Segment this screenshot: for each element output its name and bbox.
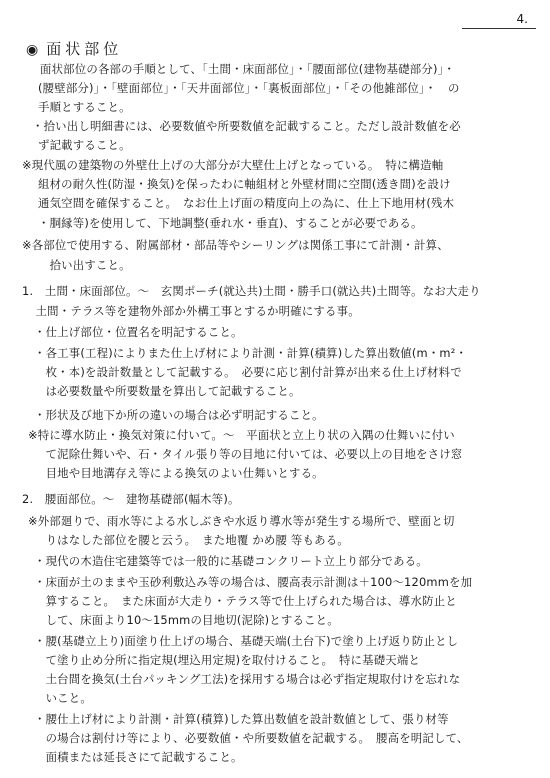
- text-line: 算すること。 また床面が大走り・テラス等で仕上げられた場合は、導水防止と: [34, 594, 457, 608]
- text-line: ・床面が土のままや玉砂利敷込み等の場合は、腰高表示計測は＋100〜120mmを加: [34, 575, 473, 589]
- section-heading: 2. 腰面部位。〜 建物基礎部(幅木等)。: [22, 492, 240, 506]
- text-line: は必要数量や所要数量を算出して記載すること。: [34, 384, 301, 398]
- text-line: 組材の耐久性(防湿・換気)を保ったわに軸組材と外壁材間に空間(透き間)を設け: [38, 177, 451, 191]
- text-line: 拾い出すこと。: [38, 258, 131, 272]
- text-line: ※特に導水防止・換気対策に付いて。〜 平面状と立上り状の入隅の仕舞いに付い: [28, 428, 455, 442]
- page-number: 4.: [516, 12, 528, 26]
- section-title: [26, 38, 122, 59]
- text-line: ・各工事(工程)によりまた仕上げ材により計測・計算(積算)した算出数値(m・m²・: [34, 346, 468, 360]
- text-line: ※現代風の建築物の外壁仕上げの大部分が大壁仕上げとなっている。 特に構造軸: [22, 158, 444, 172]
- text-line: ・形状及び地下か所の違いの場合は必ず明記すること。: [34, 408, 324, 422]
- text-line: ・胴縁等)を使用して、下地調整(垂れ水・垂直)、することが必要である。: [38, 216, 423, 230]
- page-number-rule: [462, 28, 536, 29]
- text-line: ・現代の木造住宅建築等では一般的に基礎コンクリート立上り部分である。: [34, 554, 428, 568]
- text-line: 通気空間を確保すること。 なお仕上げ面の精度向上の為に、仕上下地用材(残木: [38, 196, 455, 210]
- text-line: て塗り止め分所に指定規(埋込用定規)を取付けること。 特に基礎天端と: [34, 653, 421, 667]
- text-line: ・拾い出し明細書には、必要数値や所要数値を記載すること。ただし設計数値を必: [32, 119, 461, 133]
- text-line: ※外部廻りで、雨水等による水しぶきや水返り導水等が発生する場所で、壁面と切: [28, 514, 455, 528]
- section-heading: 1. 土間・床面部位。〜 玄関ポーチ(就込共)土間・勝手口(就込共)土間等。なお大走り: [22, 284, 481, 298]
- text-line: 手順とすること。: [38, 100, 131, 114]
- text-line: 土間・テラス等を建物外部か外構工事とするか明確にする事。: [24, 304, 360, 318]
- text-line: いこと。: [34, 691, 92, 705]
- text-line: て泥除仕舞いや、石・タイル張り等の目地に付いては、必要以上の目地をさけ窓: [34, 447, 463, 461]
- text-line: 土台間を換気(土台パッキング工法)を採用する場合は必ず指定規取付けを忘れな: [34, 672, 461, 686]
- text-line: ・仕上げ部位・位置名を明記すること。: [34, 325, 243, 339]
- text-line: ず記載すること。: [38, 138, 131, 152]
- section-title-text: 面状部位: [46, 40, 123, 58]
- text-line: (腰壁部分)」・「壁面部位」・「天井面部位」・「裏板面部位」・「その他雑部位」・ の: [38, 81, 460, 95]
- text-line: して、床面より10〜15mmの目地切(泥除)とすること。: [34, 613, 339, 627]
- text-line: の場合は割付け等により、必要数値・や所要数値を記載する。 腰高を明記して、: [34, 731, 469, 745]
- text-line: ※各部位で使用する、附属部材・部品等やシーリングは関係工事にて計測・計算、: [22, 238, 449, 252]
- text-line: りはなした部位を腰と云う。 また地覆 かめ腰 等もある。: [34, 533, 349, 547]
- text-line: 面状部位の各部の手順として、「土間・床面部位」・「腰面部位(建物基礎部分)」・: [40, 62, 456, 76]
- text-line: 面積または延長さにて記載すること。: [34, 750, 243, 764]
- text-line: 枚・本)を設計数量として記載する。 必要に応じ割付計算が出来る仕上げ材料で: [34, 365, 462, 379]
- text-line: 目地や目地溝存え等による換気のよい仕舞いとする。: [34, 466, 324, 480]
- text-line: ・腰仕上げ材により計測・計算(積算)した算出数値を設計数値として、張り材等: [34, 712, 449, 726]
- text-line: ・腰(基礎立上り)面塗り仕上げの場合、基礎天端(土台下)で塗り上げ返り防止とし: [34, 634, 459, 648]
- bullseye-icon: ◉: [26, 42, 39, 58]
